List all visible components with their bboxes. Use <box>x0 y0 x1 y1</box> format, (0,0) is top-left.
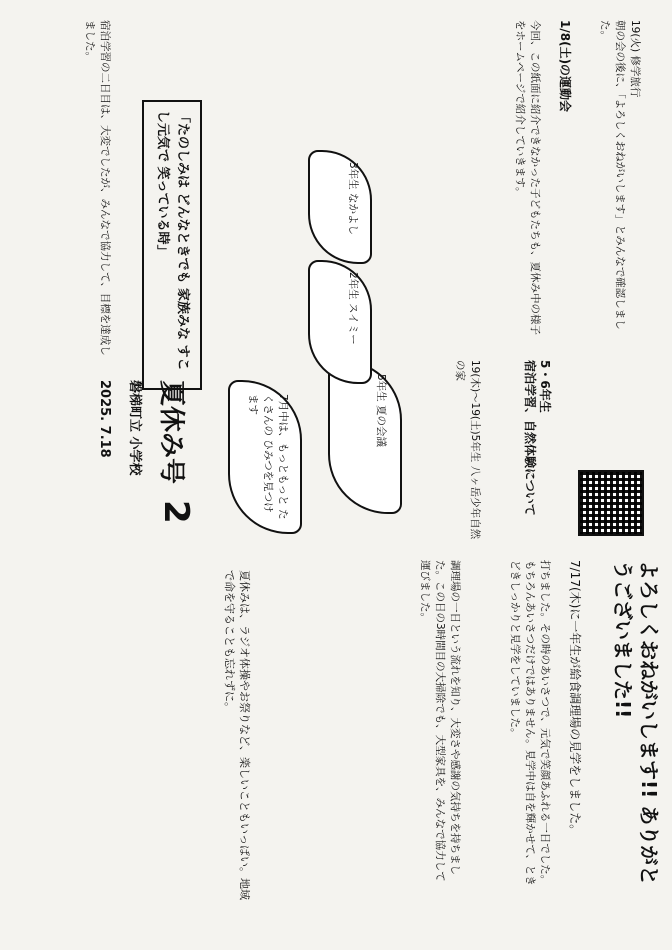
body-paragraph-1: 打ちました。その時のあいさつで、元気で笑顔あふれる一日でした。もちろんあいさつだけではありません。見学中は自を輝かせて、ときどきしっかりと見学をしていました。 <box>509 560 551 886</box>
school-name: 磐梯町立 小学校 <box>127 380 142 476</box>
poem-banner: 「たのしみは どんなときでも 家族みな すこし元気で 笑っている時」 <box>142 100 202 390</box>
notice-5: 今回、この紙面に紹介できなかった子どもたちも、夏休み中の様子をホームページで紹介していきます。 <box>514 20 541 335</box>
qr-code[interactable] <box>578 470 644 536</box>
issue-number: 2 <box>156 500 196 524</box>
greeting-title: よろしくおねがいします!! ありがとうございました!! <box>611 560 661 886</box>
issue-date: 2025. 7.18 <box>97 380 112 458</box>
greeting-lead: 7/17(木)に一年生が給食調理場の見学をしました。 <box>568 560 582 837</box>
notice-4: 1/8(土)の運動会 <box>558 20 572 113</box>
notice-1: 5・6年生 宿泊学習、自然体験について <box>523 360 552 516</box>
footer-text: 宿泊学習の二日目は、大変でしたが、みんなで協力して、目標を達成しました。 <box>84 20 111 356</box>
leaf-panel-4-text: 7月中は、もっともっと たくさんの ひみつを見つけます <box>247 394 289 520</box>
issue-label: 夏休み号 <box>156 380 186 485</box>
notice-2: 19(木)〜19(土)5年生 八ヶ岳少年自然の家 <box>454 360 481 540</box>
leaf-panel-1-text: 5年生 夏の会議 <box>375 374 387 448</box>
leaf-panel-4 <box>228 380 302 534</box>
notice-3: 19(火) 修学旅行 朝の会の後に、「よろしくおねがいします」とみんなで確認しました。 <box>599 20 641 330</box>
leaf-panel-3-text: 3年生 なかよし <box>347 162 359 236</box>
body-paragraph-2: 調理場の一日という流れを知り、大変さや感謝の気持ちを持ちました。この日の3時間目の大掃除でも、大型家具を、みんなで協力して運びました。 <box>419 560 461 882</box>
body-paragraph-3: 夏休みは、ラジオ体操やお祭りなど、楽しいこともいっぱい。地域で命を守ることも忘れずに。 <box>223 570 251 900</box>
leaf-panel-2 <box>308 260 372 384</box>
leaf-panel-3 <box>308 150 372 264</box>
leaf-panel-2-text: 2年生 スイミー <box>347 272 359 345</box>
